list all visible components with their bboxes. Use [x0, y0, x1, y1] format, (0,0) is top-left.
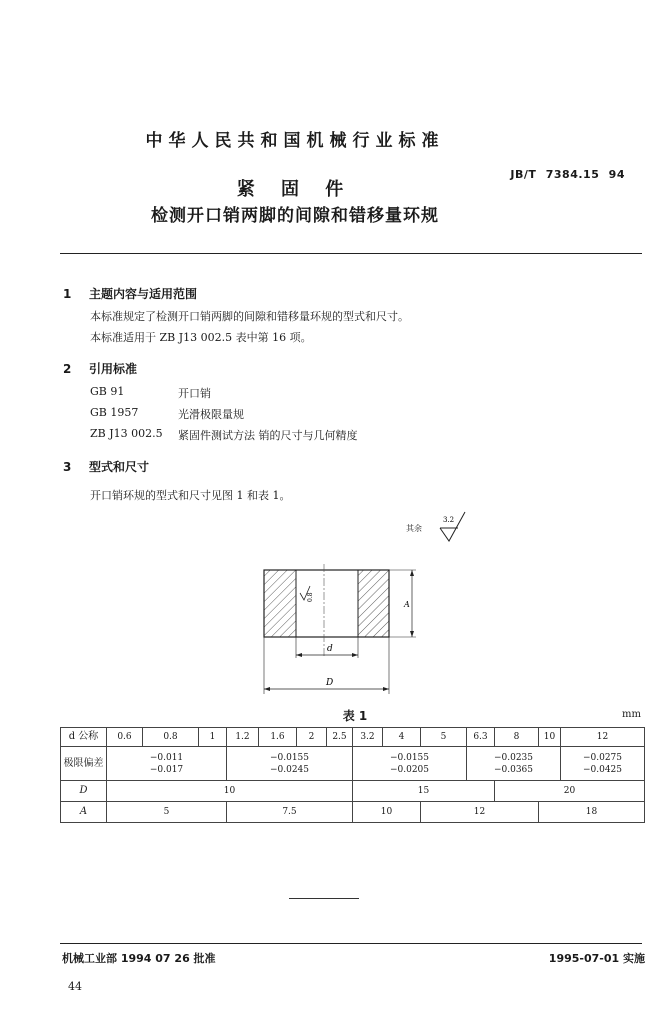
industry-standard-title: 中华人民共和国机械行业标准 — [145, 131, 445, 151]
section-1-heading — [63, 285, 197, 302]
reference-code: ZB J13 002.5 — [90, 427, 163, 440]
table-cell: 1.2 — [227, 728, 259, 747]
table-cell: 12 — [561, 728, 645, 747]
reference-row — [0, 385, 669, 399]
reference-title: 开口销 — [178, 387, 211, 400]
table-cell: 6.3 — [467, 728, 495, 747]
approval-note: 机械工业部 1994 07 26 批准 — [62, 952, 216, 965]
table-cell: 10 — [539, 728, 561, 747]
table-cell: 7.5 — [227, 802, 353, 823]
section-title: 主题内容与适用范围 — [89, 287, 198, 301]
section-2-heading — [63, 360, 137, 377]
table-cell: 3.2 — [353, 728, 383, 747]
implementation-note: 1995-07-01 实施 — [548, 952, 645, 965]
dimension-table — [60, 727, 645, 823]
table-title: 表 1 — [342, 709, 368, 723]
tolerance-lower: −0.0245 — [269, 764, 310, 775]
table-cell: 0.8 — [143, 728, 199, 747]
section-number: 1 — [63, 287, 72, 301]
bottom-divider — [60, 943, 642, 944]
row-label: d 公称 — [61, 728, 107, 747]
table-cell: 5 — [421, 728, 467, 747]
tolerance-upper: −0.011 — [149, 752, 184, 763]
table-cell: 1 — [199, 728, 227, 747]
table-row — [61, 747, 645, 781]
section-3-heading — [63, 458, 149, 475]
table-cell: 12 — [421, 802, 539, 823]
reference-title: 光滑极限量规 — [178, 408, 244, 421]
table-cell: 5 — [107, 802, 227, 823]
tolerance-cell — [561, 747, 645, 781]
table-cell: 2 — [297, 728, 327, 747]
tolerance-cell — [107, 747, 227, 781]
roughness-symbol — [432, 508, 476, 544]
reference-code: GB 91 — [90, 385, 125, 398]
row-label: 极限偏差 — [61, 747, 107, 781]
dim-d-label: d — [327, 644, 333, 654]
tolerance-lower: −0.017 — [149, 764, 184, 775]
reference-title: 紧固件测试方法 销的尺寸与几何精度 — [178, 429, 358, 442]
standard-code: JB/T 7384.15 94 — [510, 168, 625, 181]
table-cell: 10 — [107, 781, 353, 802]
tolerance-cell — [227, 747, 353, 781]
tolerance-lower: −0.0425 — [582, 764, 623, 775]
section-title: 引用标准 — [89, 362, 138, 376]
inner-roughness-value: 0.8 — [307, 592, 314, 602]
section-1-paragraph-2: 本标准适用于 ZB J13 002.5 表中第 16 项。 — [90, 331, 312, 344]
end-mark-line — [289, 898, 359, 899]
ring-gauge-drawing — [248, 558, 428, 700]
reference-code: GB 1957 — [90, 406, 139, 419]
row-label: A — [61, 802, 107, 823]
left-wall-section — [264, 570, 296, 637]
row-label: D — [61, 781, 107, 802]
section-1-paragraph-1: 本标准规定了检测开口销两脚的间隙和错移量环规的型式和尺寸。 — [90, 310, 409, 323]
table-row — [61, 728, 645, 747]
table-cell: 8 — [495, 728, 539, 747]
table-cell: 0.6 — [107, 728, 143, 747]
table-row — [61, 802, 645, 823]
tolerance-lower: −0.0365 — [493, 764, 534, 775]
reference-row — [0, 427, 669, 441]
table-cell: 4 — [383, 728, 421, 747]
dim-A-label: A — [404, 600, 410, 609]
section-3-paragraph: 开口销环规的型式和尺寸见图 1 和表 1。 — [90, 489, 291, 502]
roughness-value: 3.2 — [443, 516, 455, 524]
tolerance-lower: −0.0205 — [389, 764, 430, 775]
tolerance-upper: −0.0235 — [493, 752, 534, 763]
tolerance-upper: −0.0155 — [269, 752, 310, 763]
table-cell: 10 — [353, 802, 421, 823]
tolerance-upper: −0.0275 — [582, 752, 623, 763]
right-wall-section — [358, 570, 389, 637]
main-title: 紧 固 件 — [236, 179, 354, 200]
dim-D-label: D — [326, 678, 334, 688]
table-cell: 1.6 — [259, 728, 297, 747]
table-unit: mm — [622, 709, 641, 720]
tolerance-upper: −0.0155 — [389, 752, 430, 763]
table-cell: 15 — [353, 781, 495, 802]
top-divider — [60, 253, 642, 254]
table-cell: 2.5 — [327, 728, 353, 747]
table-cell: 20 — [495, 781, 645, 802]
table-row — [61, 781, 645, 802]
section-number: 2 — [63, 362, 72, 376]
tolerance-cell — [353, 747, 467, 781]
sub-title: 检测开口销两脚的间隙和错移量环规 — [151, 206, 439, 226]
reference-row — [0, 406, 669, 420]
section-title: 型式和尺寸 — [89, 460, 150, 474]
table-cell: 18 — [539, 802, 645, 823]
section-number: 3 — [63, 460, 72, 474]
roughness-label: 其余 — [406, 524, 422, 533]
page-number: 44 — [68, 980, 82, 993]
tolerance-cell — [467, 747, 561, 781]
